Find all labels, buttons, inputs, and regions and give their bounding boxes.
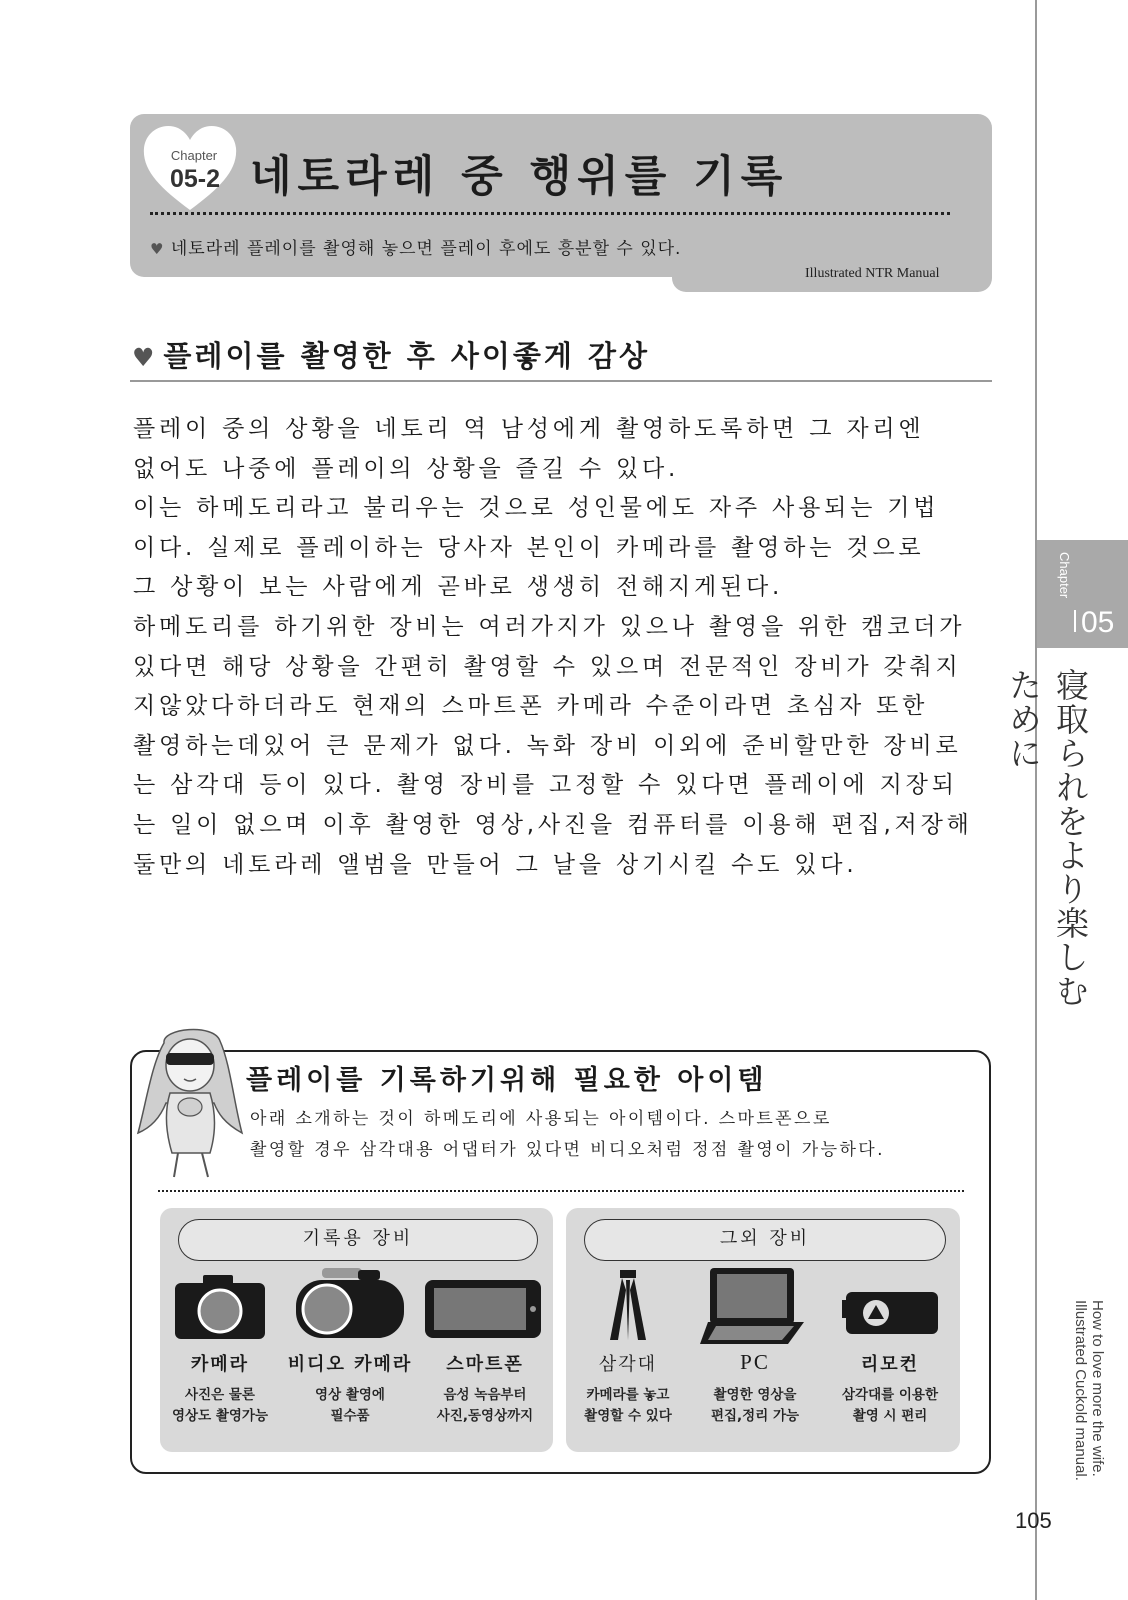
item-desc-line: 사진은 물론 bbox=[185, 1387, 255, 1403]
item-desc-remote bbox=[825, 1385, 955, 1427]
sidebar-english-line2: Illustrated Cuckold manual. bbox=[1072, 1300, 1089, 1481]
item-desc-video-camera bbox=[285, 1385, 415, 1427]
item-desc-line: 영상도 촬영가능 bbox=[172, 1408, 268, 1424]
header-subtitle bbox=[150, 234, 681, 259]
video-camera-icon bbox=[292, 1268, 408, 1340]
sidebar-vertical-title: 寝取られをより楽しむために bbox=[1004, 668, 1090, 1008]
body-line: 둘만의 네토라레 앨범을 만들어 그 날을 상기시킬 수도 있다. bbox=[133, 851, 858, 878]
item-desc-pc bbox=[690, 1385, 820, 1427]
items-description bbox=[250, 1104, 885, 1166]
body-line: 그 상황이 보는 사람에게 곧바로 생생히 전해지게된다. bbox=[133, 574, 784, 601]
body-line: 있다면 해당 상황을 간편히 촬영할 수 있으며 전문적인 장비가 갖춰지 bbox=[133, 653, 962, 680]
body-text bbox=[133, 410, 983, 885]
page-title: 네토라레 중 행위를 기록 bbox=[250, 152, 789, 202]
section-heading bbox=[132, 334, 650, 375]
items-dotted-divider bbox=[158, 1190, 964, 1192]
item-desc-smartphone bbox=[420, 1385, 550, 1427]
body-line: 는 일이 없으며 이후 촬영한 영상,사진을 컴퓨터를 이용해 편집,저장해 bbox=[133, 811, 973, 838]
item-name-video-camera: 비디오 카메라 bbox=[287, 1354, 413, 1375]
item-name-remote: 리모컨 bbox=[860, 1354, 920, 1375]
header-subtitle-text: 네토라레 플레이를 촬영해 놓으면 플레이 후에도 흥분할 수 있다. bbox=[170, 239, 682, 259]
body-line: 이다. 실제로 플레이하는 당사자 본인이 카메라를 촬영하는 것으로 bbox=[133, 534, 925, 561]
item-desc-camera bbox=[155, 1385, 285, 1427]
chapter-label: Chapter bbox=[170, 148, 218, 163]
item-desc-line: 촬영할 수 있다 bbox=[584, 1408, 672, 1424]
small-heart-icon: ♥ bbox=[150, 240, 165, 258]
body-line: 촬영하는데있어 큰 문제가 없다. 녹화 장비 이외에 준비할만한 장비로 bbox=[133, 732, 962, 759]
item-desc-line: 음성 녹음부터 bbox=[443, 1387, 527, 1403]
sidebar-chapter-label: Chapter bbox=[1057, 552, 1072, 599]
item-desc-line: 필수품 bbox=[330, 1408, 370, 1424]
laptop-icon bbox=[700, 1268, 810, 1344]
chibi-character-illustration bbox=[134, 1023, 246, 1183]
item-desc-line: 편집,정리 가능 bbox=[710, 1408, 800, 1424]
item-desc-tripod bbox=[563, 1385, 693, 1427]
section-heart-icon: ♥ bbox=[132, 343, 158, 372]
item-desc-line: 영상 촬영에 bbox=[315, 1387, 385, 1403]
other-equipment-label: 그외 장비 bbox=[584, 1219, 946, 1261]
item-name-camera: 카메라 bbox=[190, 1354, 250, 1375]
item-desc-line: 촬영 시 편리 bbox=[852, 1408, 928, 1424]
body-line: 지않았다하더라도 현재의 스마트폰 카메라 수준이라면 초심자 또한 bbox=[133, 693, 929, 720]
sidebar-divider bbox=[1035, 0, 1037, 1600]
body-line: 플레이 중의 상황을 네토리 역 남성에게 촬영하도록하면 그 자리엔 bbox=[133, 416, 925, 442]
items-desc-line2: 촬영할 경우 삼각대용 어댑터가 있다면 비디오처럼 정점 촬영이 가능하다. bbox=[250, 1140, 885, 1160]
body-line: 없어도 나중에 플레이의 상황을 즐길 수 있다. bbox=[133, 455, 680, 482]
smartphone-icon bbox=[425, 1280, 541, 1338]
manual-label: Illustrated NTR Manual bbox=[805, 266, 940, 281]
section-rule bbox=[130, 380, 992, 382]
item-desc-line: 카메라를 놓고 bbox=[586, 1387, 670, 1403]
sidebar-english-title bbox=[1058, 1300, 1106, 1490]
sidebar-chapter-bar bbox=[1074, 610, 1076, 632]
items-desc-line1: 아래 소개하는 것이 하메도리에 사용되는 아이템이다. 스마트폰으로 bbox=[250, 1109, 832, 1129]
item-desc-line: 삼각대를 이용한 bbox=[842, 1387, 938, 1403]
sidebar-chapter-tab bbox=[1037, 540, 1128, 648]
body-line: 이는 하메도리라고 불리우는 것으로 성인물에도 자주 사용되는 기법 bbox=[133, 495, 940, 522]
section-heading-text: 플레이를 촬영한 후 사이좋게 감상 bbox=[163, 339, 651, 373]
item-name-pc: PC bbox=[740, 1350, 770, 1374]
camera-icon bbox=[175, 1275, 265, 1339]
item-name-smartphone: 스마트폰 bbox=[446, 1354, 524, 1375]
tripod-icon bbox=[608, 1270, 648, 1340]
header-dotted-divider bbox=[150, 212, 950, 215]
item-desc-line: 사진,동영상까지 bbox=[436, 1408, 534, 1424]
chapter-number: 05-2 bbox=[169, 165, 221, 193]
recording-equipment-label: 기록용 장비 bbox=[178, 1219, 538, 1261]
body-line: 하메도리를 하기위한 장비는 여러가지가 있으나 촬영을 위한 캠코더가 bbox=[133, 613, 966, 640]
remote-icon bbox=[842, 1292, 938, 1334]
page-number: 105 bbox=[1015, 1508, 1052, 1533]
sidebar-chapter-number: 05 bbox=[1081, 606, 1115, 639]
items-title: 플레이를 기록하기위해 필요한 아이템 bbox=[246, 1065, 768, 1096]
sidebar-english-line1: How to love more the wife. bbox=[1089, 1300, 1106, 1477]
item-desc-line: 촬영한 영상을 bbox=[713, 1387, 797, 1403]
body-line: 는 삼각대 등이 있다. 촬영 장비를 고정할 수 있다면 플레이에 지장되 bbox=[133, 772, 958, 799]
item-name-tripod: 삼각대 bbox=[598, 1354, 658, 1375]
